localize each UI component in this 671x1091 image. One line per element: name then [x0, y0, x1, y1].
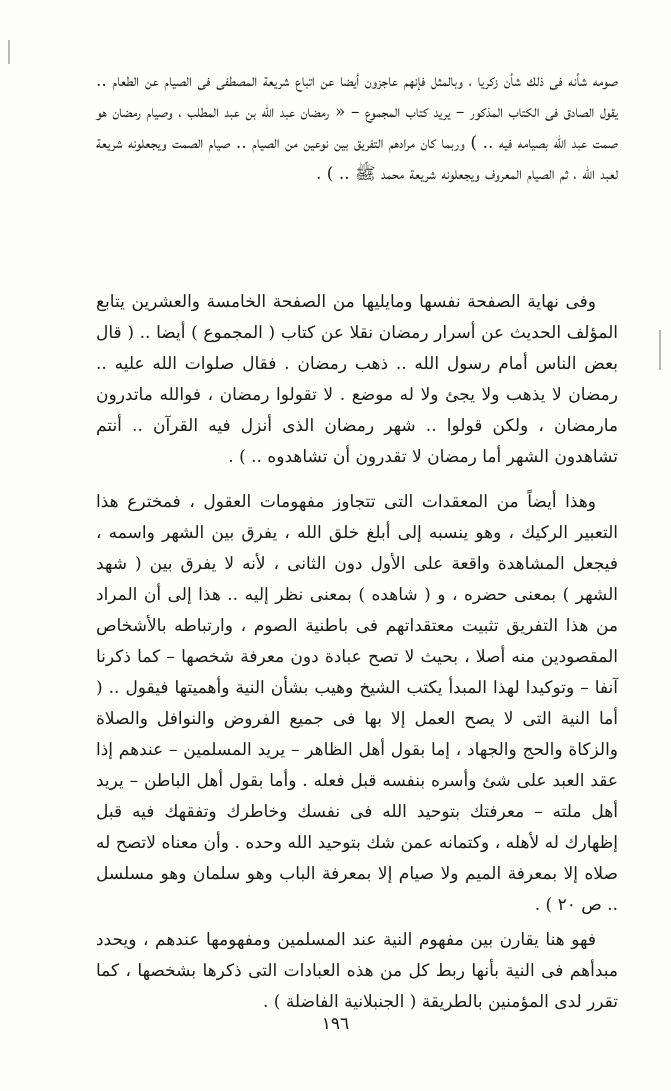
- paragraph-1: صومه شأنه فى ذلك شأن زكريا ، وبالمثل فإنهم عاجزون أيضا عن اتباع شريعة المصطفى فى الصيام عن الطعام .. يقول الصادق فى الكتاب المذكور – يريد كتاب المجموع – « رمضان عبد الله بن عبد المطلب ، وصيام رمضان هو صمت عبد الله بصيامه فيه .. ) وربما كان مرادهم التفريق بين نوعين من الصيام .. صيام الصمت ويجعلونه شريعة لعبد الله ، ثم الصيام المعروف ويجعلونه شريعة محمد ﷺ .. ) .: [96, 71, 618, 184]
- paragraph-4: فهو هنا يقارن بين مفهوم النية عند المسلمين ومفهومها عندهم ، ويحدد مبدأهم فى النية بأنها ربط كل من هذه العبادات التى ذكرها بشخصها ، كما تقرر لدى المؤمنين بالطريقة ( الجنبلانية الفاضلة ) .: [96, 930, 618, 1012]
- scan-edge-mark-left: [8, 40, 10, 64]
- page-number: ١٩٦: [321, 1014, 350, 1034]
- scan-edge-mark-right: [659, 330, 661, 370]
- paragraph-2: وفى نهاية الصفحة نفسها ومايليها من الصفحة الخامسة والعشرين يتابع المؤلف الحديث عن أسرار رمضان نقلا عن كتاب ( المجموع ) أيضا .. ( قال بعض الناس أمام رسول الله .. ذهب رمضان . فقال صلوات الله عليه .. رمضان لا يذهب ولا يجئ ولا له موضع . لا تقولوا رمضان ، فوالله ماتدرون مارمضان ، ولكن قولوا .. شهر رمضان الذى أنزل فيه القرآن .. أنتم تشاهدون الشهر أما رمضان لا تقدرون أن تشاهدوه .. ) .: [96, 292, 618, 467]
- paragraph-3: وهذا أيضاً من المعقدات التى تتجاوز مفهومات العقول ، فمخترع هذا التعبير الركيك ، وهو ينسبه إلى أبلغ خلق الله ، يفرق بين الشهر واسمه ، فيجعل المشاهدة واقعة على الأول دون الثانى ، لأنه لا يفرق بين ( شهد الشهر ) بمعنى حضره ، و ( شاهده ) بمعنى نظر إليه .. هذا إلى أن المراد من هذا التفريق تثبيت معتقداتهم فى باطنية الصوم ، وارتباطه بالأشخاص المقصودين منه أصلا ، بحيث لا تصح عبادة دون معرفة شخصها – كما ذكرنا آنفا – وتوكيدا لهذا المبدأ يكتب الشيخ وهيب بشأن النية وأهميتها فيقول .. ( أما النية التى لا يصح العمل إلا بها فى جميع الفروض والنوافل والصلاة والزكاة والحج والجهاد ، إما بقول أهل الظاهر – يريد المسلمين – عندهم إذا عقد العبد على شئ وأسره بنفسه قبل فعله . وأما بقول أهل الباطن – يريد أهل ملته – معرفتك بتوحيد الله فى نفسك وخاطرك وتفقهك فيه قبل إظهارك له لأهله ، وكتمانه عمن شك بتوحيد الله وحده . وأن معناه لاتصح له صلاه إلا بمعرفة الميم ولا صيام إلا بمعرفة الباب وهو سلمان وهو مسلسل .. ص ٢٠ ) .: [96, 492, 618, 915]
